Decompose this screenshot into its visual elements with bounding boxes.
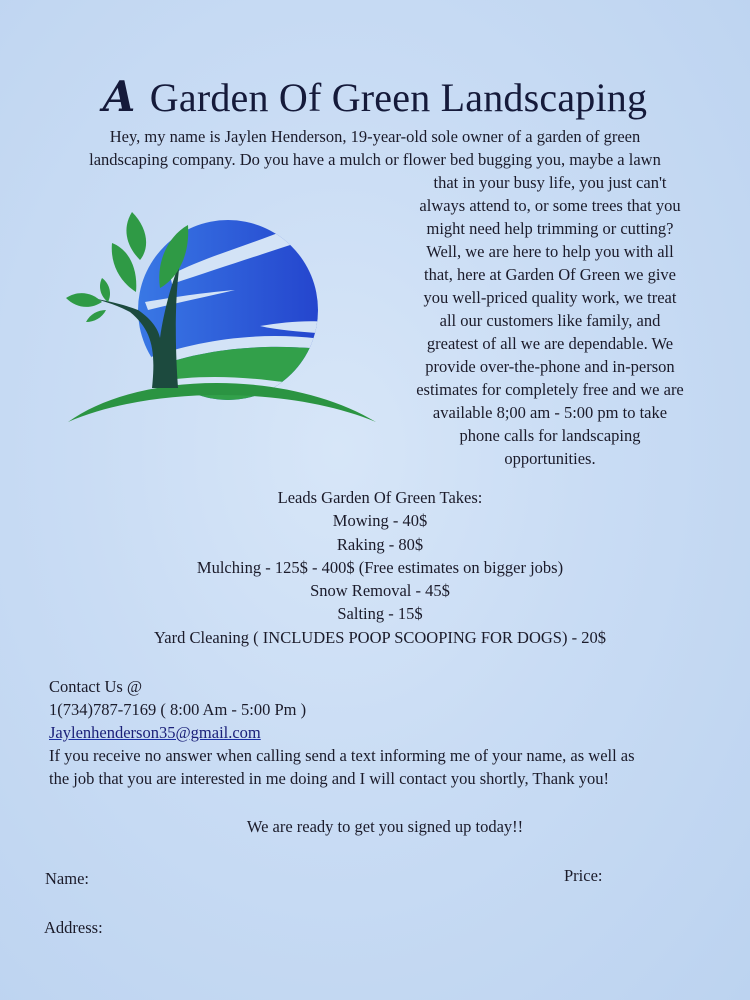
intro-line: always attend to, or some trees that you <box>419 196 681 215</box>
logo-graphic <box>60 200 380 430</box>
leaf-icon <box>100 278 110 302</box>
intro-line: Hey, my name is Jaylen Henderson, 19-year-old sole owner of a garden of green <box>109 127 641 146</box>
contact-heading: Contact Us @ <box>49 677 143 696</box>
service-item-mulching: Mulching - 125$ - 400$ (Free estimates on bigger jobs) <box>196 557 564 577</box>
contact-note: the job that you are interested in me doing and I will contact you shortly, Thank you! <box>49 769 609 788</box>
intro-line: provide over-the-phone and in-person <box>425 357 675 376</box>
call-to-action: We are ready to get you signed up today!! <box>246 817 524 836</box>
intro-line: opportunities. <box>504 449 596 468</box>
intro-line: that in your busy life, you just can't <box>433 173 667 192</box>
contact-note: If you receive no answer when calling send a text informing me of your name, as well as <box>49 746 635 765</box>
title-script-letter: A <box>102 72 136 121</box>
service-item-salting: Salting - 15$ <box>337 604 423 624</box>
name-field-label: Name: <box>45 869 89 888</box>
leaf-icon <box>86 310 106 322</box>
services-heading: Leads Garden Of Green Takes: <box>277 488 483 507</box>
intro-line: landscaping company. Do you have a mulch or flower bed bugging you, maybe a lawn <box>89 149 661 169</box>
contact-section <box>49 675 709 790</box>
service-item-mowing: Mowing - 40$ <box>332 511 428 531</box>
service-item-yard-cleaning: Yard Cleaning ( INCLUDES POOP SCOOPING FOR DOGS) - 20$ <box>154 627 606 647</box>
flyer-title <box>0 72 750 121</box>
address-field-label: Address: <box>44 918 103 937</box>
intro-paragraph-top <box>40 126 710 171</box>
intro-line: phone calls for landscaping <box>459 426 641 445</box>
intro-line: you well-priced quality work, we treat <box>423 288 677 307</box>
service-item-raking: Raking - 80$ <box>336 534 424 554</box>
intro-line: available 8;00 am - 5:00 pm to take <box>432 403 668 422</box>
intro-line: might need help trimming or cutting? <box>426 219 674 238</box>
service-item-snow-removal: Snow Removal - 45$ <box>310 581 450 601</box>
intro-line: that, here at Garden Of Green we give <box>424 265 676 284</box>
tree-and-sun-logo <box>60 200 380 430</box>
price-field-label: Price: <box>564 866 603 885</box>
hill-icon <box>68 383 376 422</box>
intro-line: estimates for completely free and we are <box>416 380 684 399</box>
services-list <box>100 486 660 649</box>
intro-line: all our customers like family, and <box>439 311 661 330</box>
contact-email-link[interactable]: Jaylenhenderson35@gmail.com <box>49 723 261 742</box>
title-text: Garden Of Green Landscaping <box>149 75 648 120</box>
intro-line: Well, we are here to help you with all <box>426 242 674 261</box>
intro-paragraph-right <box>396 171 704 470</box>
contact-phone: 1(734)787-7169 ( 8:00 Am - 5:00 Pm ) <box>49 700 307 719</box>
leaf-icon <box>66 293 102 307</box>
intro-line: greatest of all we are dependable. We <box>426 334 674 353</box>
leaf-icon <box>126 212 146 260</box>
